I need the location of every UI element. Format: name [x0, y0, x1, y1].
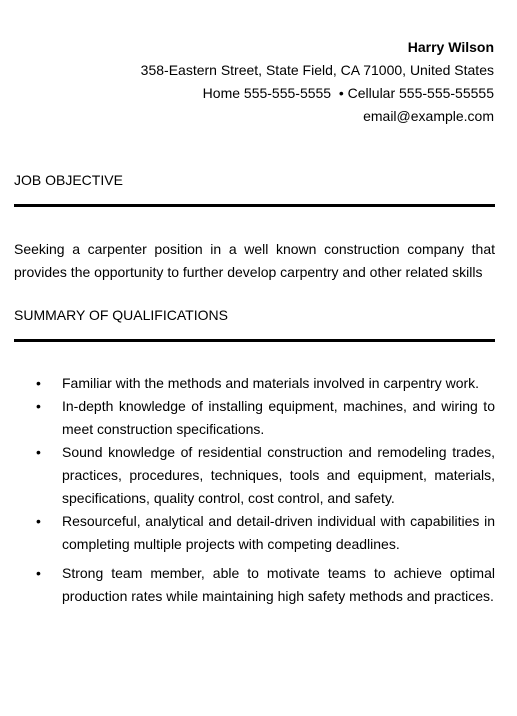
bullet-icon: • [36, 375, 41, 391]
list-item-text: Strong team member, able to motivate teams to achieve optimal production rates while maintaining high safety methods and practices. [62, 565, 495, 604]
qualifications-list [14, 372, 495, 608]
bullet-icon: • [36, 444, 41, 460]
list-item-text: Resourceful, analytical and detail-driven individual with capabilities in completing multiple projects with competing deadlines. [62, 513, 495, 552]
qualifications-heading: SUMMARY OF QUALIFICATIONS [14, 307, 228, 323]
list-item [14, 562, 495, 608]
list-item [14, 372, 495, 395]
candidate-name: Harry Wilson [407, 39, 494, 55]
section-divider [14, 204, 495, 207]
address-line: 358-Eastern Street, State Field, CA 71000, United States [140, 62, 494, 78]
list-item [14, 441, 495, 510]
job-objective-text: Seeking a carpenter position in a well known construction company that provides the opportunity to further develop carpentry and other related skills [14, 241, 495, 280]
list-item-text: Familiar with the methods and materials involved in carpentry work. [62, 375, 480, 391]
email-line: email@example.com [363, 108, 494, 124]
job-objective-heading: JOB OBJECTIVE [14, 172, 123, 188]
contact-header [141, 36, 494, 128]
list-item-text: Sound knowledge of residential construction and remodeling trades, practices, procedures, techniques, tools and equipment, materials, specifications, quality control, cost control, and safety. [62, 444, 495, 506]
bullet-icon: • [36, 565, 41, 581]
list-item-text: In-depth knowledge of installing equipment, machines, and wiring to meet construction specifications. [62, 398, 495, 437]
section-divider [14, 339, 495, 342]
list-item [14, 510, 495, 556]
bullet-icon: • [36, 398, 41, 414]
phone-line: Home 555-555-5555 • Cellular 555-555-55555 [202, 85, 494, 101]
list-item [14, 395, 495, 441]
bullet-icon: • [36, 513, 41, 529]
